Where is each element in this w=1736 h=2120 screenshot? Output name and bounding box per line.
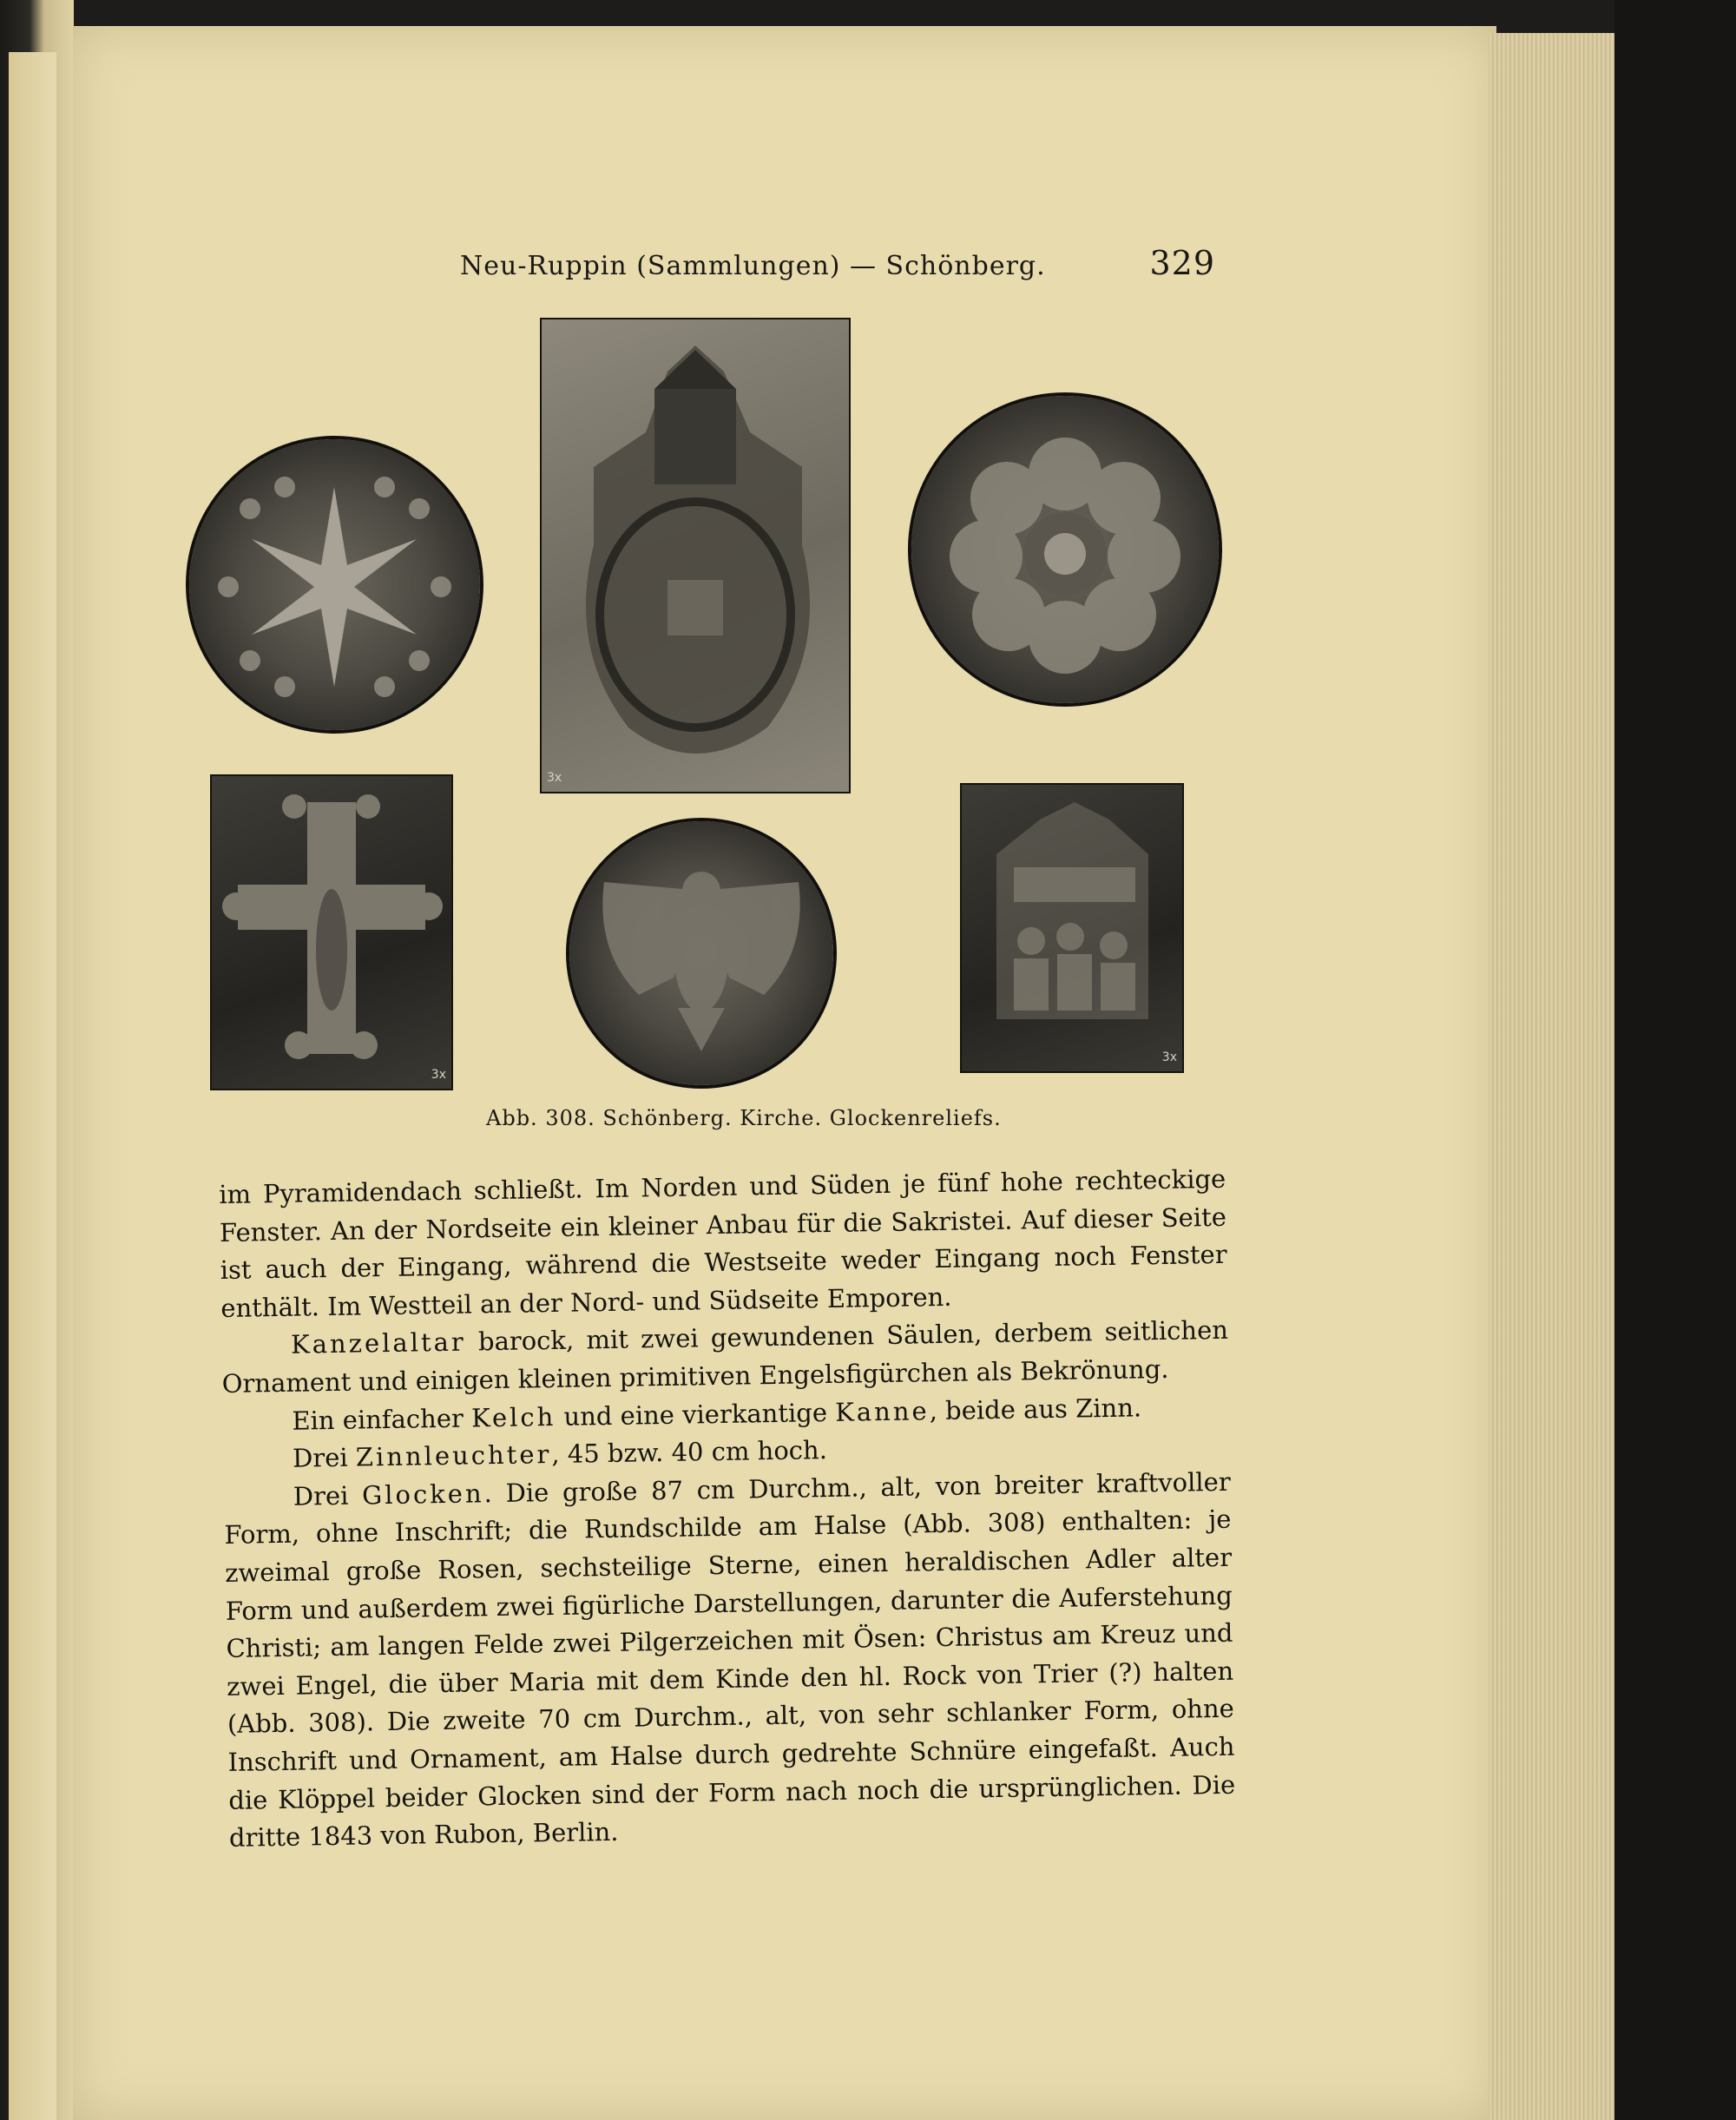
page-number: 329 [1149,244,1215,282]
paragraph-text: , beide aus Zinn. [929,1392,1142,1425]
term-zinnleuchter: Zinnleuchter [355,1439,552,1472]
page-edges [1489,33,1614,2120]
book-cover-right [1614,0,1736,2120]
star-relief-icon [189,439,480,730]
star-relief-photo [189,439,480,730]
paragraph-text: Drei [293,1480,363,1511]
resurrection-relief-icon [962,785,1182,1071]
body-text [219,1161,1236,1858]
term-kanne: Kanne [834,1395,930,1427]
paragraph-text: Ein einfacher [292,1403,472,1436]
previous-page-edge [9,52,56,2120]
eagle-relief-icon [569,821,833,1085]
term-kanzelaltar: Kanzelaltar [290,1327,467,1360]
crucifix-relief-icon [212,776,451,1089]
pilgrim-badge-relief-icon [542,319,849,792]
running-header [460,244,1215,282]
pilgrim-badge-relief-photo [540,318,851,793]
paragraph-text: Drei [292,1442,357,1473]
rose-relief-photo [911,396,1219,703]
paragraph [223,1463,1236,1857]
rose-relief-icon [911,396,1219,703]
term-kelch: Kelch [470,1401,556,1433]
paragraph: im Pyramidendach schließt. Im Norden und Süden je fünf hohe rechteckige Fenster. An der Nordseite ein kleiner Anbau für die Sakristei. Auf dieser Seite ist auch der Eingang, während die Westseite weder Eingang noch Fenster enthält. Im Westteil an der Nord- und Südseite Emporen. [219,1163,1227,1323]
paragraph-text: barock, mit zwei gewundenen Säulen, derbem seitlichen Ornament und einigen kleinen primitiven Engelsfigürchen als Bekrönung. [221,1315,1229,1399]
scale-mark: 3x [1161,1050,1177,1064]
paragraph-text: und eine vierkantige [556,1397,836,1432]
resurrection-relief-photo [960,783,1184,1073]
header-title: Neu-Ruppin (Sammlungen) — Schönberg. [460,251,1046,281]
eagle-relief-photo [569,821,833,1085]
scale-mark: 3x [547,771,562,785]
crucifix-relief-photo [210,774,453,1090]
figure-caption: Abb. 308. Schönberg. Kirche. Glockenreliefs. [486,1106,1002,1130]
scale-mark: 3x [431,1068,446,1082]
paragraph-text: . Die große 87 cm Durchm., alt, von breiter kraftvoller Form, ohne Inschrift; die Rundschilde am Halse (Abb. 308) enthalten: je zweimal große Rosen, sechsteilige Sterne, einen heraldischen Adler alter Form und außerdem zwei figürliche Darstellungen, darunter die Auferstehung Christi; am langen Felde zwei Pilgerzeichen mit Ösen: Christus am Kreuz und zwei Engel, die über Maria mit dem Kinde den hl. Rock von Trier (?) halten (Abb. 308). Die zweite 70 cm Durchm., alt, von sehr schlanker Form, ohne Inschrift und Ornament, am Halse durch gedrehte Schnüre eingefaßt. Auch die Klöppel beider Glocken sind der Form nach noch die ursprünglichen. Die dritte 1843 von Rubon, Berlin. [224,1466,1236,1853]
term-glocken: Glocken [361,1478,484,1511]
paragraph-text: , 45 bzw. 40 cm hoch. [551,1435,828,1470]
